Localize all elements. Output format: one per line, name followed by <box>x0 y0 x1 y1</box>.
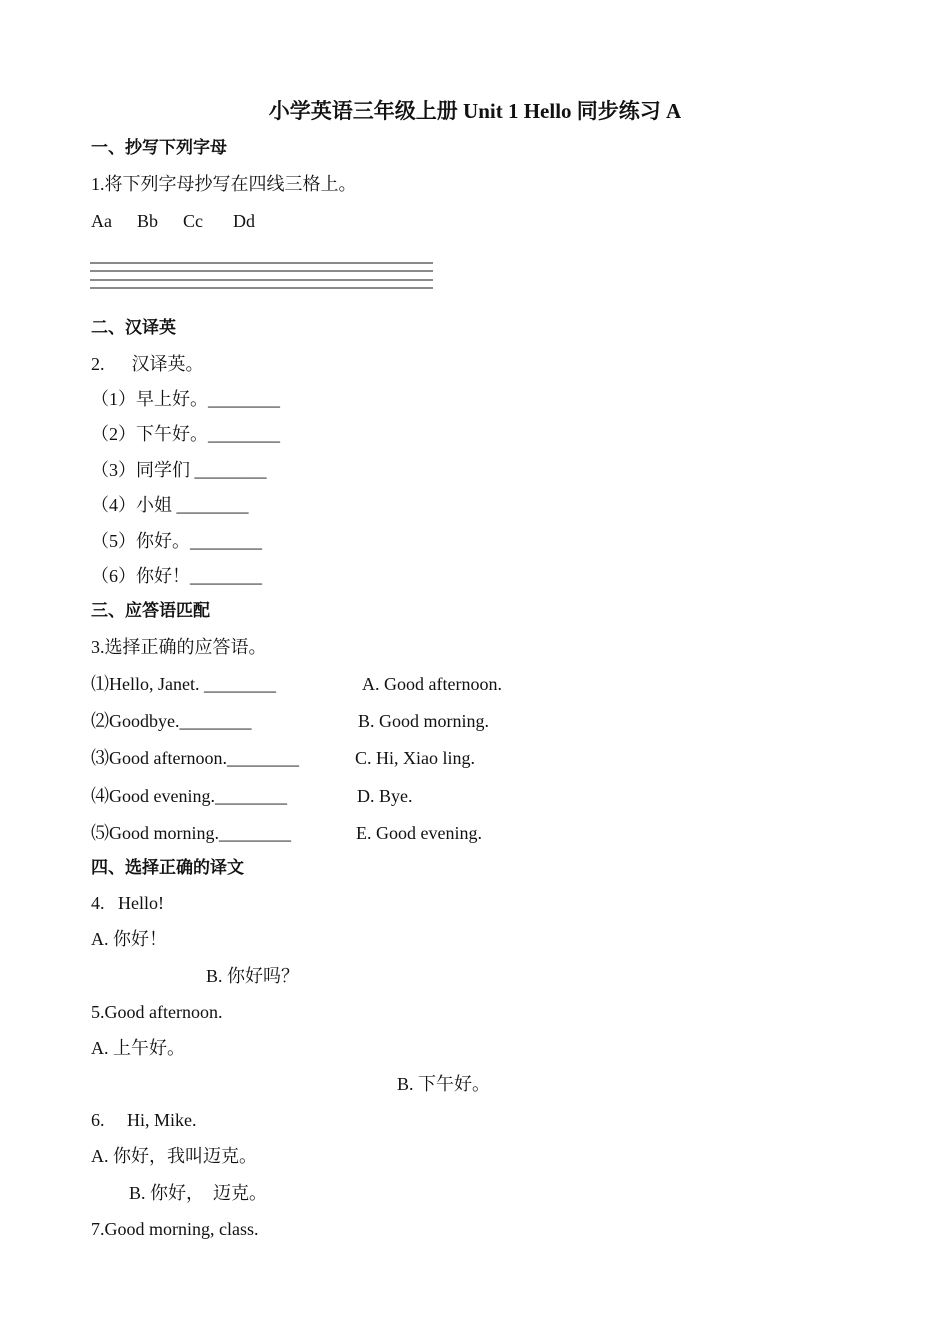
letters-row <box>91 212 255 230</box>
section1-heading: 一、抄写下列字母 <box>91 138 227 158</box>
match-left-item: ⑷Good evening.________ <box>91 786 287 806</box>
section4-heading: 四、选择正确的译文 <box>91 858 244 878</box>
letter-pair: Aa <box>91 211 112 231</box>
translate-item: （6）你好！________ <box>91 566 262 586</box>
match-right-item: A. Good afternoon. <box>362 674 502 694</box>
q5-option-b: B. 下午好。 <box>397 1074 491 1094</box>
letter-pair: Bb <box>137 211 159 231</box>
question-6: 6. Hi, Mike. <box>91 1110 197 1130</box>
question-7: 7.Good morning, class. <box>91 1219 259 1239</box>
translate-item: （1）早上好。________ <box>91 389 280 409</box>
match-right-item: D. Bye. <box>357 786 413 806</box>
four-line-grid <box>90 262 433 292</box>
q6-option-b: B. 你好， 迈克。 <box>129 1183 268 1203</box>
section3-heading: 三、应答语匹配 <box>91 601 210 621</box>
match-right-item: B. Good morning. <box>358 711 490 731</box>
section2-heading: 二、汉译英 <box>91 318 176 338</box>
translate-item: （5）你好。________ <box>91 531 262 551</box>
q6-option-a: A. 你好，我叫迈克。 <box>91 1146 257 1166</box>
translate-item: （2）下午好。________ <box>91 424 280 444</box>
match-right-item: C. Hi, Xiao ling. <box>355 748 475 768</box>
question-2: 2. 汉译英。 <box>91 354 204 374</box>
translate-item: （3）同学们 ________ <box>91 460 267 480</box>
letter-pair: Cc <box>183 211 203 231</box>
q4-option-a: A. 你好！ <box>91 929 167 949</box>
question-3: 3.选择正确的应答语。 <box>91 637 267 657</box>
question-1: 1.将下列字母抄写在四线三格上。 <box>91 174 357 194</box>
question-4: 4. Hello! <box>91 893 164 913</box>
match-left-item: ⑵Goodbye.________ <box>91 711 252 731</box>
q5-option-a: A. 上午好。 <box>91 1038 185 1058</box>
letter-pair: Dd <box>233 211 255 231</box>
translate-item: （4）小姐 ________ <box>91 495 249 515</box>
question-5: 5.Good afternoon. <box>91 1002 223 1022</box>
match-right-item: E. Good evening. <box>356 823 482 843</box>
match-left-item: ⑶Good afternoon.________ <box>91 748 299 768</box>
match-left-item: ⑸Good morning.________ <box>91 823 291 843</box>
page-title: 小学英语三年级上册 Unit 1 Hello 同步练习 A <box>268 99 682 123</box>
q4-option-b: B. 你好吗？ <box>206 966 300 986</box>
match-left-item: ⑴Hello, Janet. ________ <box>91 674 276 694</box>
